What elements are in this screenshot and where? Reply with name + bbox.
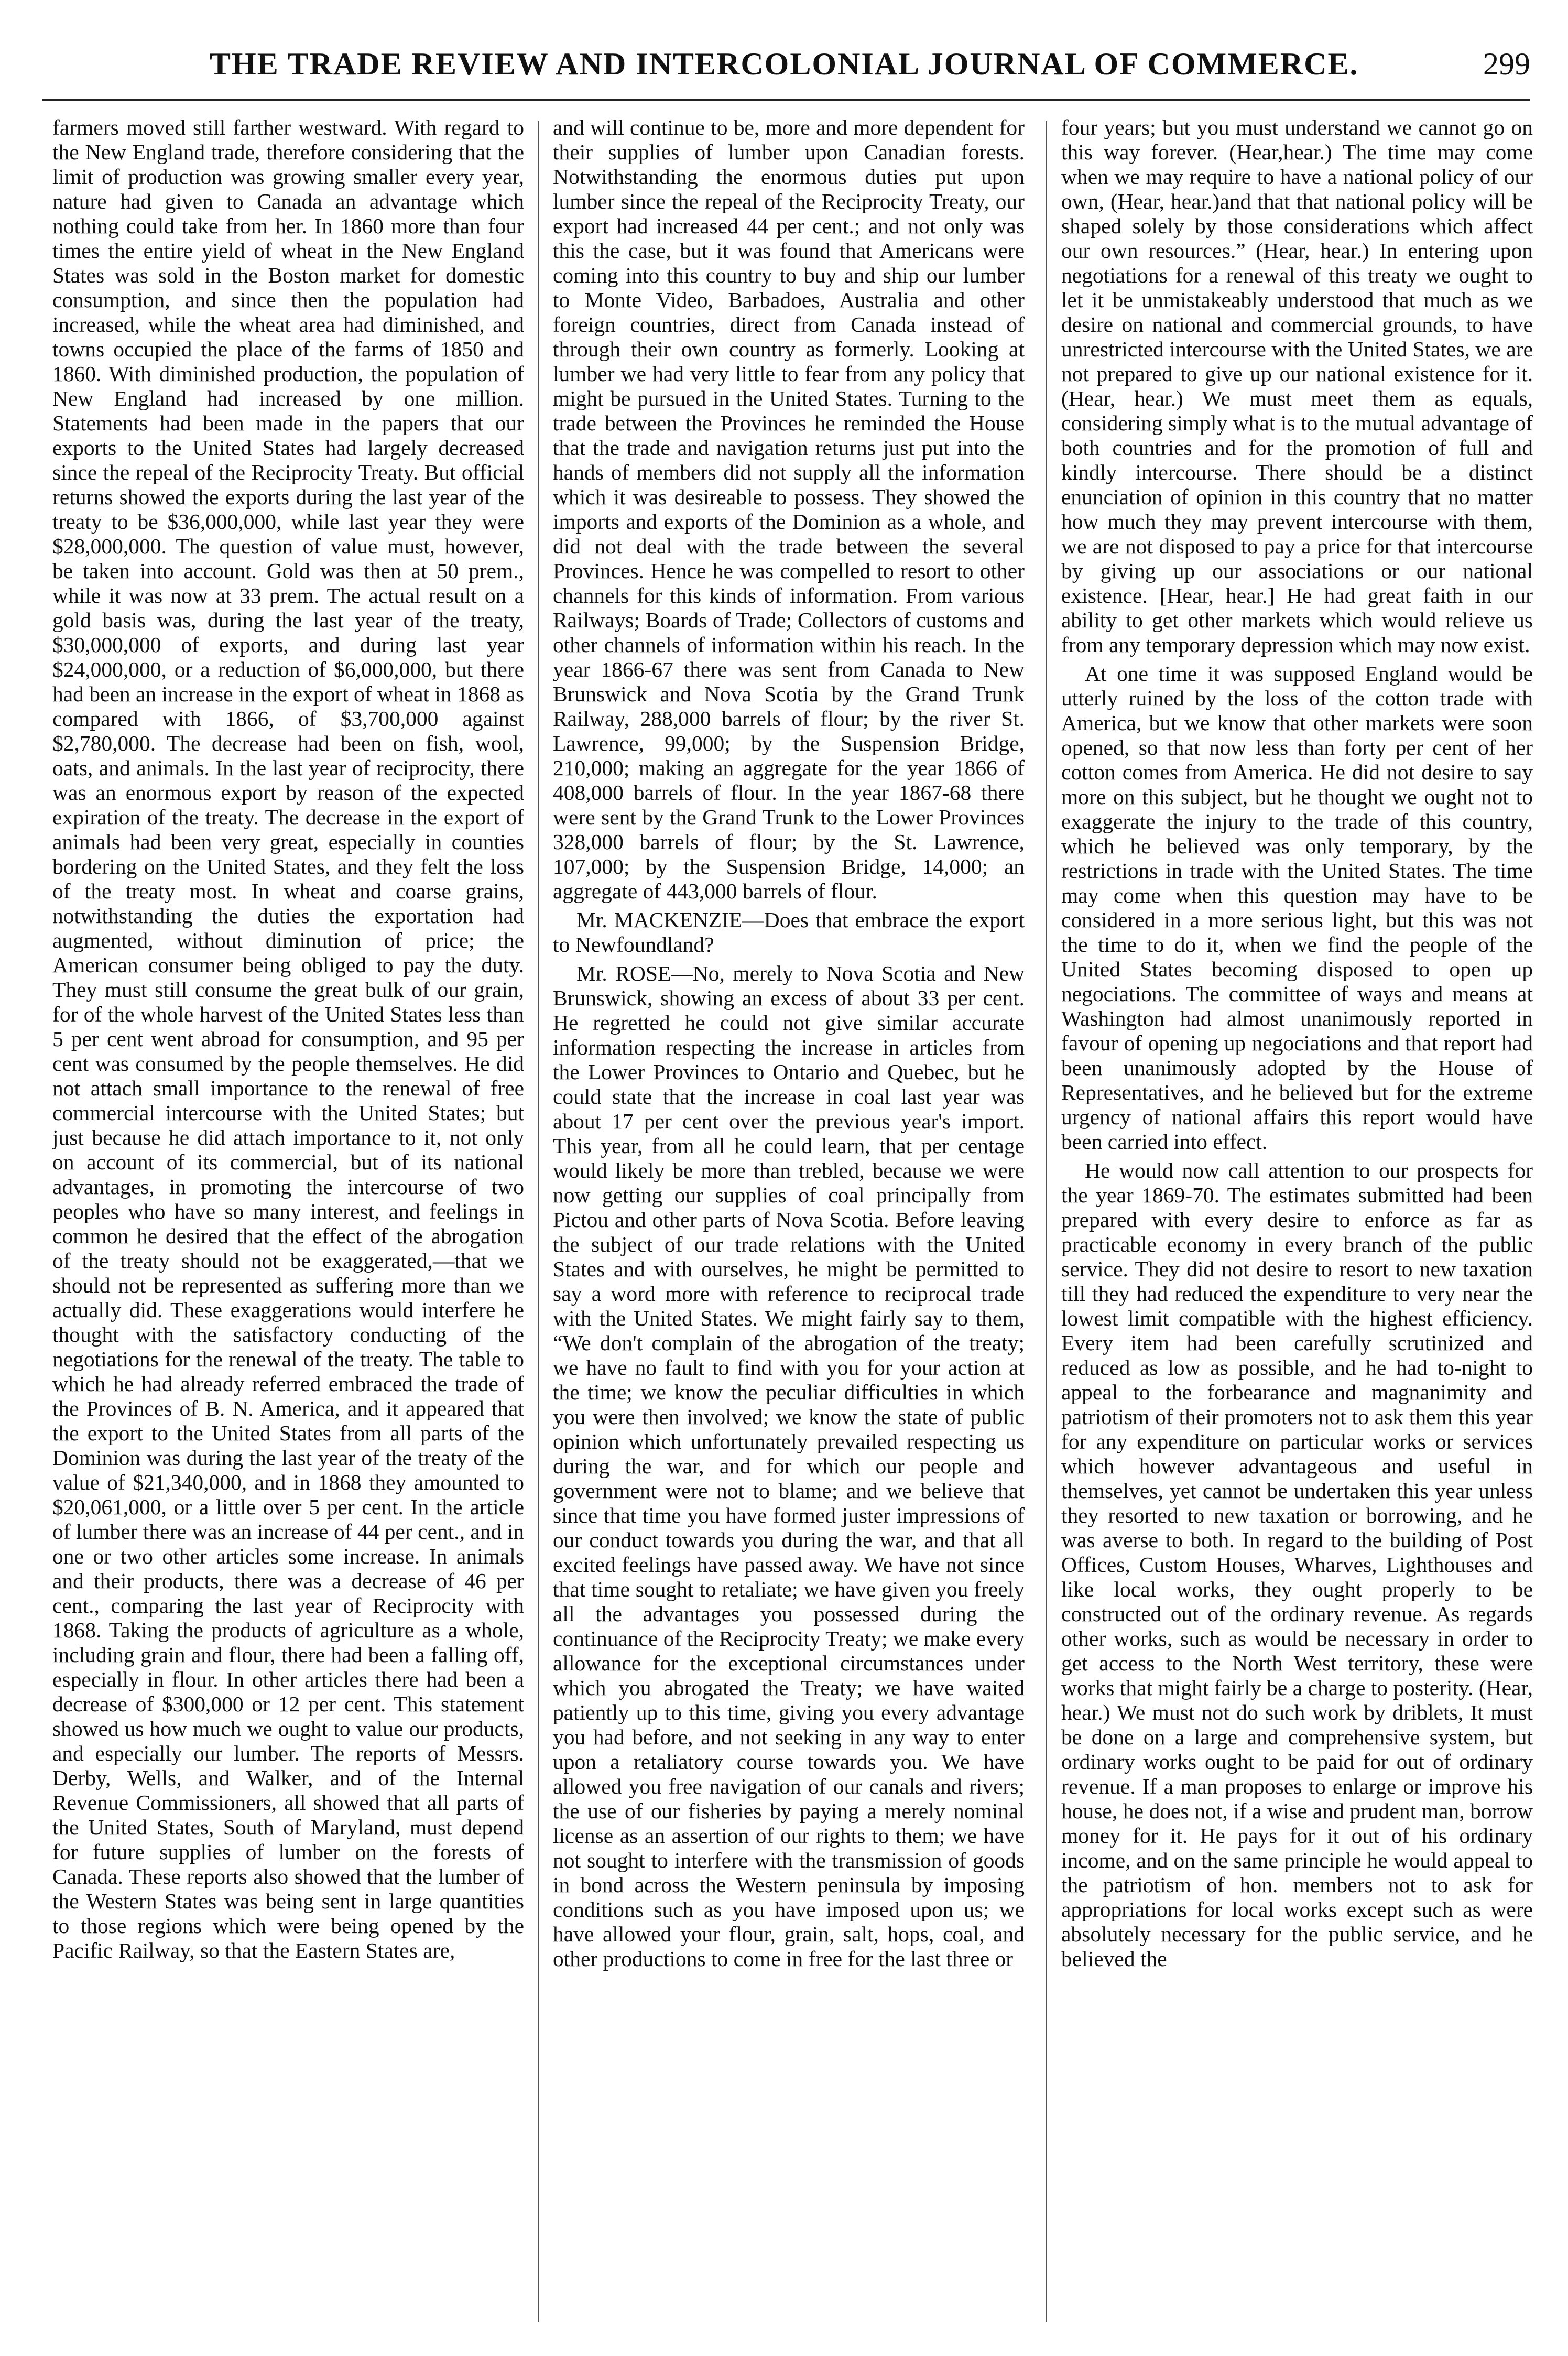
paragraph: four years; but you must understand we cannot go on this way forever. (Hear,hear.) The time may come when we may require to have a national policy of our own, (Hear, hear.)and that that national policy will be shaped solely by those considerations which affect our own resources.” (Hear, hear.) In entering upon negotiations for a renewal of this treaty we ought to let it be unmistakeably understood that much as we desire on national and commercial grounds, to have unrestricted intercourse with the United States, we are not prepared to give up our national existence for it. (Hear, hear.) We must meet them as equals, considering simply what is to the mutual advantage of both countries and for the promotion of full and kindly intercourse. There should be a distinct enunciation of opinion in this country that no matter how much they may prevent intercourse with them, we are not disposed to pay a price for that intercourse by giving up our associations or our national existence. [Hear, hear.] He had great faith in our ability to get other markets which would relieve us from any temporary depression which may now exist. xyxy=(1061,115,1533,657)
running-header xyxy=(42,42,1530,89)
header-rule xyxy=(42,99,1530,101)
paragraph: He would now call attention to our prospects for the year 1869-70. The estimates submitted had been prepared with every desire to enforce as far as practicable economy in every branch of the public service. They did not desire to resort to new taxation till they had reduced the expenditure to very near the lowest limit compatible with the highest efficiency. Every item had been carefully scrutinized and reduced as low as possible, and he had to-night to appeal to the forbearance and magnanimity and patriotism of their promoters not to ask them this year for any expenditure on particular works or services which however advantageous and useful in themselves, yet cannot be undertaken this year unless they resorted to new taxation or borrowing, and he was averse to both. In regard to the building of Post Offices, Custom Houses, Wharves, Lighthouses and like local works, they ought properly to be constructed out of the ordinary revenue. As regards other works, such as would be necessary in order to get access to the North West territory, these were works that might fairly be a charge to posterity. (Hear, hear.) We must not do such work by driblets, It must be done on a large and comprehensive system, but ordinary works ought to be paid for out of ordinary revenue. If a man proposes to enlarge or improve his house, he does not, if a wise and prudent man, borrow money for it. He pays for it out of his ordinary income, and on the same principle he would appeal to the patriotism of hon. members not to ask for appropriations for local works except such as were absolutely necessary for the public service, and he believed the xyxy=(1061,1158,1533,1971)
page-number: 299 xyxy=(1483,47,1530,81)
paragraph: and will continue to be, more and more dependent for their supplies of lumber upon Canadian forests. Notwithstanding the enormous duties put upon lumber since the repeal of the Reciprocity Treaty, our export had increased 44 per cent.; and not only was this the case, but it was found that Americans were coming into this country to buy and ship our lumber to Monte Video, Barbadoes, Australia and other foreign countries, direct from Canada instead of through their own country as formerly. Looking at lumber we had very little to fear from any policy that might be pursued in the United States. Turning to the trade between the Provinces he reminded the House that the trade and navigation returns just put into the hands of members did not supply all the information which it was desireable to possess. They showed the imports and exports of the Dominion as a whole, and did not deal with the trade between the several Provinces. Hence he was compelled to resort to other channels for this kinds of information. From various Railways; Boards of Trade; Collectors of customs and other channels of information within his reach. In the year 1866-67 there was sent from Canada to New Brunswick and Nova Scotia by the Grand Trunk Railway, 288,000 barrels of flour; by the river St. Lawrence, 99,000; by the Suspension Bridge, 210,000; making an aggregate for the year 1866 of 408,000 barrels of flour. In the year 1867-68 there were sent by the Grand Trunk to the Lower Provinces 328,000 barrels of flour; by the St. Lawrence, 107,000; by the Suspension Bridge, 14,000; an aggregate of 443,000 barrels of flour. xyxy=(553,115,1025,903)
text-column-1 xyxy=(52,115,524,2332)
text-column-2 xyxy=(553,115,1025,2332)
column-divider xyxy=(1046,121,1047,2322)
journal-title: THE TRADE REVIEW AND INTERCOLONIAL JOURNAL OF COMMERCE. xyxy=(210,47,1359,81)
paragraph: Mr. ROSE—No, merely to Nova Scotia and New Brunswick, showing an excess of about 33 per cent. He regretted he could not give similar accurate information respecting the increase in articles from the Lower Provinces to Ontario and Quebec, but he could state that the increase in coal last year was about 17 per cent over the previous year's import. This year, from all he could learn, that per centage would likely be more than trebled, because we were now getting our supplies of coal principally from Pictou and other parts of Nova Scotia. Before leaving the subject of our trade relations with the United States and with ourselves, he might be permitted to say a word more with reference to reciprocal trade with the United States. We might fairly say to them, “We don't complain of the abrogation of the treaty; we have no fault to find with you for your action at the time; we know the peculiar difficulties in which you were then involved; we know the state of public opinion which unfortunately prevailed respecting us during the war, and for which our people and government were not to blame; and we believe that since that time you have formed juster impressions of our conduct towards you during the war, and that all excited feelings have passed away. We have not since that time sought to retaliate; we have given you freely all the advantages you possessed during the continuance of the Reciprocity Treaty; we make every allowance for the exceptional circumstances under which you abrogated the Treaty; we have waited patiently up to this time, giving you every advantage you had before, and not seeking in any way to enter upon a retaliatory course towards you. We have allowed you free navigation of our canals and rivers; the use of our fisheries by paying a merely nominal license as an assertion of our rights to them; we have not sought to interfere with the transmission of goods in bond across the Western peninsula by imposing conditions such as you have imposed upon us; we have allowed your flour, grain, salt, hops, coal, and other productions to come in free for the last three or xyxy=(553,961,1025,1971)
column-divider xyxy=(538,121,539,2322)
paragraph: At one time it was supposed England would be utterly ruined by the loss of the cotton trade with America, but we know that other markets were soon opened, so that now less than forty per cent of her cotton comes from America. He did not desire to say more on this subject, but he thought we ought not to exaggerate the injury to the trade of this country, which he believed was only temporary, by the restrictions in trade with the United States. The time may come when this question may have to be considered in a more serious light, but this was not the time to do it, when we find the people of the United States becoming disposed to open up negociations. The committee of ways and means at Washington had almost unanimously reported in favour of opening up negociations and that report had been unanimously adopted by the House of Representatives, and he believed but for the extreme urgency of national affairs this report would have been carried into effect. xyxy=(1061,661,1533,1154)
paragraph: Mr. MACKENZIE—Does that embrace the export to Newfoundland? xyxy=(553,908,1025,957)
paragraph: farmers moved still farther westward. With regard to the New England trade, therefore considering that the limit of production was growing smaller every year, nature had given to Canada an advantage which nothing could take from her. In 1860 more than four times the entire yield of wheat in the New England States was sold in the Boston market for domestic consumption, and since then the population had increased, while the wheat area had diminished, and towns occupied the place of the farms of 1850 and 1860. With diminished production, the population of New England had increased by one million. Statements had been made in the papers that our exports to the United States had largely decreased since the repeal of the Reciprocity Treaty. But official returns showed the exports during the last year of the treaty to be $36,000,000, while last year they were $28,000,000. The question of value must, however, be taken into account. Gold was then at 50 prem., while it was now at 33 prem. The actual result on a gold basis was, during the last year of the treaty, $30,000,000 of exports, and during last year $24,000,000, or a reduction of $6,000,000, but there had been an increase in the export of wheat in 1868 as compared with 1866, of $3,700,000 against $2,780,000. The decrease had been on fish, wool, oats, and animals. In the last year of reciprocity, there was an enormous export by reason of the expected expiration of the treaty. The decrease in the export of animals had been very great, especially in counties bordering on the United States, and they felt the loss of the treaty most. In wheat and coarse grains, notwithstanding the duties the exportation had augmented, without diminution of price; the American consumer being obliged to pay the duty. They must still consume the great bulk of our grain, for of the whole harvest of the United States less than 5 per cent went abroad for consumption, and 95 per cent was consumed by the people themselves. He did not attach small importance to the renewal of free commercial intercourse with the United States; but just because he did attach importance to it, not only on account of its commercial, but of its national advantages, in promoting the intercourse of two peoples who have so many interest, and feelings in common he desired that the effect of the abrogation of the treaty should not be exaggerated,—that we should not be represented as suffering more than we actually did. These exaggerations would interfere he thought with the satisfactory conducting of the negotiations for the renewal of the treaty. The table to which he had already referred embraced the trade of the Provinces of B. N. America, and it appeared that the export to the United States from all parts of the Dominion was during the last year of the treaty of the value of $21,340,000, and in 1868 they amounted to $20,061,000, or a little over 5 per cent. In the article of lumber there was an increase of 44 per cent., and in one or two other articles some increase. In animals and their products, there was a decrease of 46 per cent., comparing the last year of Reciprocity with 1868. Taking the products of agriculture as a whole, including grain and flour, there had been a falling off, especially in flour. In other articles there had been a decrease of $300,000 or 12 per cent. This statement showed us how much we ought to value our products, and especially our lumber. The reports of Messrs. Derby, Wells, and Walker, and of the Internal Revenue Commissioners, all showed that all parts of the United States, South of Maryland, must depend for future supplies of lumber on the forests of Canada. These reports also showed that the lumber of the Western States was being sent in large quantities to those regions which were being opened by the Pacific Railway, so that the Eastern States are, xyxy=(52,115,524,1962)
text-column-3 xyxy=(1061,115,1533,2332)
